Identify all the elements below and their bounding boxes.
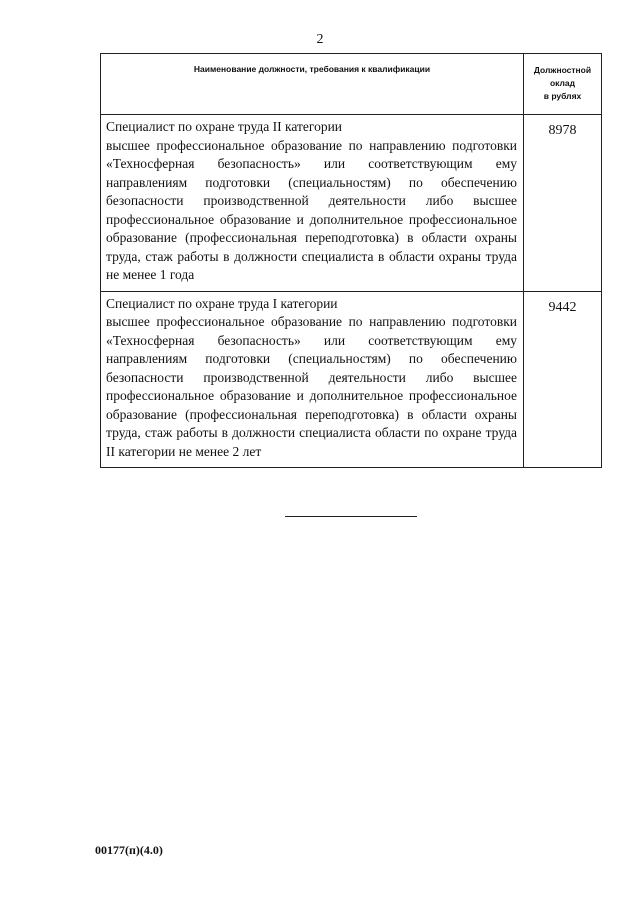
header-salary-line-2: оклад: [549, 78, 576, 88]
header-description: Наименование должности, требования к квалификации: [101, 54, 524, 115]
salary-value: 9442: [524, 291, 602, 468]
page-number: 2: [316, 32, 324, 47]
document-code: 00177(п)(4.0): [95, 843, 163, 857]
separator-line: [285, 516, 417, 517]
header-salary-line-3: в рублях: [543, 91, 582, 101]
position-title: Специалист по охране труда I категории: [106, 295, 338, 311]
row-description: [101, 115, 524, 292]
salary-table: [100, 53, 602, 468]
header-salary-line-1: Должностной: [533, 65, 592, 75]
header-salary: [524, 54, 602, 115]
position-requirements: высшее профессиональное образование по направлению подготовки «Техносферная безопасность» или соответствующим ему направлениям подготовки (специальностям) по обеспечению безопасности производственной деятельности либо высшее профессиональное образование и дополнительное профессиональное образование (профессиональная переподготовка) в области охраны труда, стаж работы в должности специалиста области по охране труда II категории не менее 2 лет: [106, 314, 517, 459]
table-row: [101, 115, 602, 292]
table-header-row: [101, 54, 602, 115]
salary-value: 8978: [524, 115, 602, 292]
table-row: [101, 291, 602, 468]
row-description: [101, 291, 524, 468]
position-requirements: высшее профессиональное образование по направлению подготовки «Техносферная безопасность» или соответствующим ему направлениям подготовки (специальностям) по обеспечению безопасности производственной деятельности либо высшее профессиональное образование и дополнительное профессиональное образование (профессиональная переподготовка) в области охраны труда, стаж работы в должности специалиста в области охраны труда не менее 1 года: [106, 137, 517, 282]
position-title: Специалист по охране труда II категории: [106, 119, 343, 134]
